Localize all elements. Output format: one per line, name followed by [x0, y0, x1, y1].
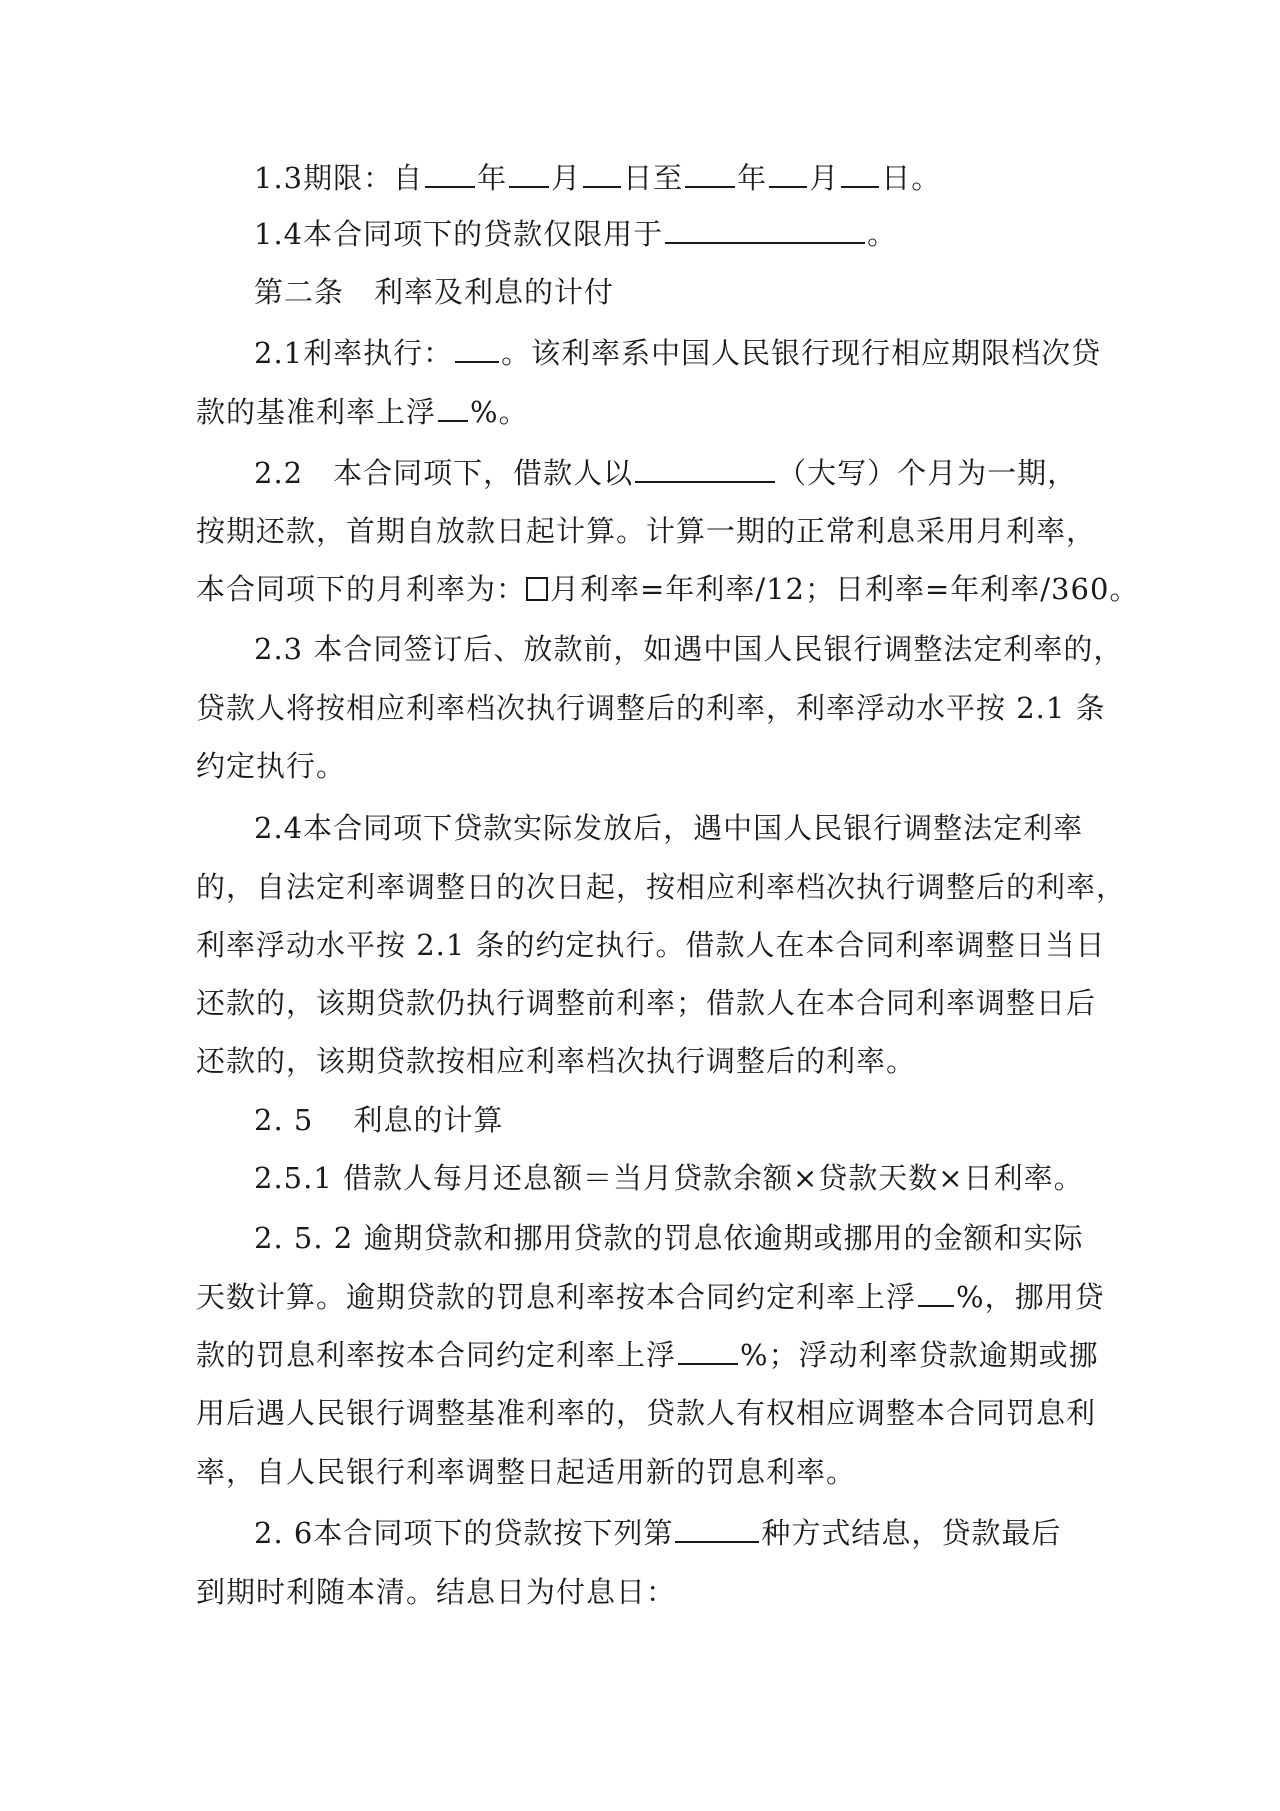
- blank-float-pct: [438, 392, 468, 422]
- clause-2-4-line5: 还款的，该期贷款按相应利率档次执行调整后的利率。: [196, 1044, 917, 1078]
- clause-2-5-2-line3: [196, 1335, 1099, 1375]
- day-to-label: 日至: [623, 161, 684, 195]
- rate-formula: 月利率=年利率/12；日利率=年利率/360。: [550, 572, 1140, 606]
- blank-start-month: [509, 158, 549, 188]
- blank-misuse-pct: [678, 1335, 738, 1365]
- clause-2-4-line2: 的，自法定利率调整日的次日起，按相应利率档次执行调整后的利率，: [196, 870, 1127, 904]
- clause-2-2-line3: [196, 569, 1140, 609]
- blank-end-year: [685, 158, 735, 188]
- clause-2-1-line2: [196, 392, 1096, 432]
- misuse-pct-end: %；浮动利率贷款逾期或挪: [740, 1338, 1099, 1372]
- monthly-rate-label: 本合同项下的月利率为：: [196, 572, 527, 606]
- day-label-2: 日。: [881, 161, 942, 195]
- clause-1-4: [254, 214, 1096, 254]
- clause-1-4-end: 。: [867, 217, 898, 251]
- year-label-2: 年: [737, 161, 768, 195]
- clause-2-5-2-line2: [196, 1277, 1105, 1317]
- clause-2-4-line3: 利率浮动水平按 2.1 条的约定执行。借款人在本合同利率调整日当日: [196, 928, 1106, 962]
- clause-2-5-title: 2. 5 利息的计算: [254, 1103, 504, 1137]
- clause-2-2-line2: 按期还款，首期自放款日起计算。计算一期的正常利息采用月利率，: [196, 514, 1097, 548]
- clause-2-1-label: 2.1利率执行：: [254, 336, 454, 370]
- clause-2-2-label: 2.2 本合同项下，借款人以: [254, 456, 634, 490]
- clause-2-2-line1: [254, 453, 1096, 493]
- clause-2-5-2-line1: 2. 5. 2 逾期贷款和挪用贷款的罚息依逾期或挪用的金额和实际: [254, 1221, 1084, 1255]
- blank-end-day: [841, 158, 879, 188]
- overdue-pct-end: %，挪用贷: [956, 1280, 1105, 1314]
- blank-rate: [455, 333, 499, 363]
- clause-2-5-1: 2.5.1 借款人每月还息额＝当月贷款余额×贷款天数×日利率。: [254, 1161, 1084, 1195]
- clause-2-1-text: 。该利率系中国人民银行现行相应期限档次贷: [501, 336, 1102, 370]
- clause-2-2-text: （大写）个月为一期，: [777, 456, 1078, 490]
- month-label: 月: [551, 161, 582, 195]
- clause-2-5-2-line4: 用后遇人民银行调整基准利率的，贷款人有权相应调整本合同罚息利: [196, 1396, 1097, 1430]
- clause-2-6-line2: 到期时利随本清。结息日为付息日：: [196, 1575, 677, 1609]
- clause-2-1-text2: 款的基准利率上浮: [196, 395, 437, 429]
- clause-1-4-text: 1.4本合同项下的贷款仅限用于: [254, 217, 664, 251]
- clause-2-4-line1: 2.4本合同项下贷款实际发放后，遇中国人民银行调整法定利率: [254, 811, 1084, 845]
- year-label: 年: [477, 161, 508, 195]
- article-2-title: 第二条 利率及利息的计付: [254, 275, 615, 309]
- blank-start-day: [583, 158, 621, 188]
- clause-2-6-label: 2. 6本合同项下的贷款按下列第: [254, 1516, 674, 1550]
- clause-2-5-2-line5: 率，自人民银行利率调整日起适用新的罚息利率。: [196, 1455, 857, 1489]
- month-label-2: 月: [809, 161, 840, 195]
- blank-start-year: [425, 158, 475, 188]
- clause-2-3-line1: 2.3 本合同签订后、放款前，如遇中国人民银行调整法定利率的，: [254, 632, 1124, 666]
- clause-2-1-line1: [254, 333, 1102, 373]
- percent-label: %。: [470, 395, 529, 429]
- clause-1-3-label: 1.3期限：自: [254, 161, 424, 195]
- clause-2-3-line2: 贷款人将按相应利率档次执行调整后的利率，利率浮动水平按 2.1 条: [196, 691, 1106, 725]
- clause-2-6-text: 种方式结息，贷款最后: [761, 1516, 1062, 1550]
- blank-period-months: [635, 453, 775, 483]
- blank-loan-purpose: [665, 214, 865, 244]
- clause-2-4-line4: 还款的，该期贷款仍执行调整前利率；借款人在本合同利率调整日后: [196, 986, 1097, 1020]
- clause-1-3: [254, 158, 1096, 198]
- clause-2-6-line1: [254, 1513, 1096, 1553]
- misuse-penalty-text: 款的罚息利率按本合同约定利率上浮: [196, 1338, 677, 1372]
- blank-settlement-method: [675, 1513, 759, 1543]
- blank-end-month: [769, 158, 807, 188]
- overdue-penalty-text: 天数计算。逾期贷款的罚息利率按本合同约定利率上浮: [196, 1280, 917, 1314]
- clause-2-3-line3: 约定执行。: [196, 749, 347, 783]
- checkbox-icon: [526, 577, 548, 601]
- blank-overdue-pct: [918, 1277, 954, 1307]
